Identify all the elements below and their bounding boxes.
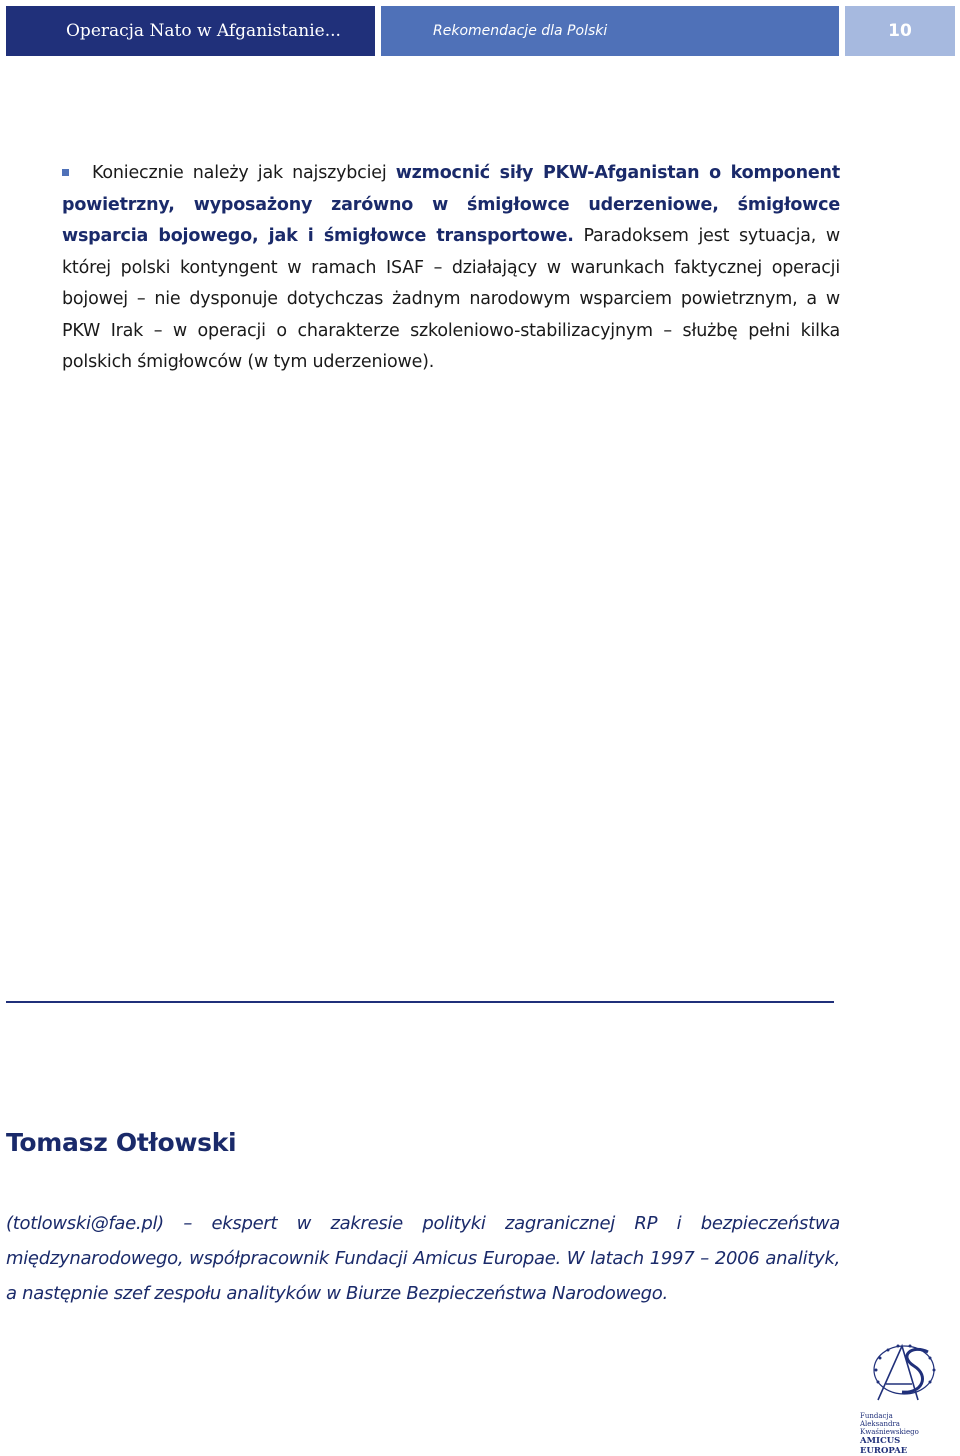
header-section-title: Rekomendacje dla Polski <box>433 23 608 39</box>
page-number: 10 <box>888 21 912 41</box>
logo-caption <box>860 1412 942 1456</box>
header-section-bar <box>381 6 839 56</box>
bullet-bold-text: wzmocnić siły PKW-Afganistan o komponent powietrzny, wyposażony zarówno w śmigłowce uderzeniowe, śmigłowce wsparcia bojowego, jak i śmigłowce transportowe. <box>62 163 840 246</box>
recommendation-bullet <box>62 158 840 379</box>
bullet-square-icon <box>62 169 69 176</box>
section-divider <box>6 1001 834 1003</box>
recommendation-paragraph <box>62 158 840 379</box>
header-doc-title: Operacja Nato w Afganistanie... <box>66 21 341 41</box>
author-bio: (totlowski@fae.pl) – ekspert w zakresie polityki zagranicznej RP i bezpieczeństwa międzynarodowego, współpracownik Fundacji Amicus Europae. W latach 1997 – 2006 analityk, a następnie szef zespołu analityków w Biurze Bezpieczeństwa Narodowego. <box>6 1213 840 1304</box>
header-doc-title-bar <box>6 6 375 56</box>
logo-line-3: AMICUS EUROPAE <box>860 1436 908 1456</box>
logo-line-1: Fundacja <box>860 1412 893 1420</box>
bullet-rest-text: Paradoksem jest sytuacja, w której polski kontyngent w ramach ISAF – działający w warunkach faktycznej operacji bojowej – nie dysponuje dotychczas żadnym narodowym wsparciem powietrznym, a w PKW Irak – w operacji o charakterze szkoleniowo-stabilizacyjnym – służbę pełni kilka polskich śmigłowców (w tym uderzeniowe). <box>62 226 840 372</box>
author-name: Tomasz Otłowski <box>6 1128 237 1157</box>
header-page-number-box <box>845 6 955 56</box>
logo-line-2: Aleksandra Kwaśniewskiego <box>860 1420 919 1436</box>
bullet-lead-text: Koniecznie należy jak najszybciej <box>92 163 396 183</box>
